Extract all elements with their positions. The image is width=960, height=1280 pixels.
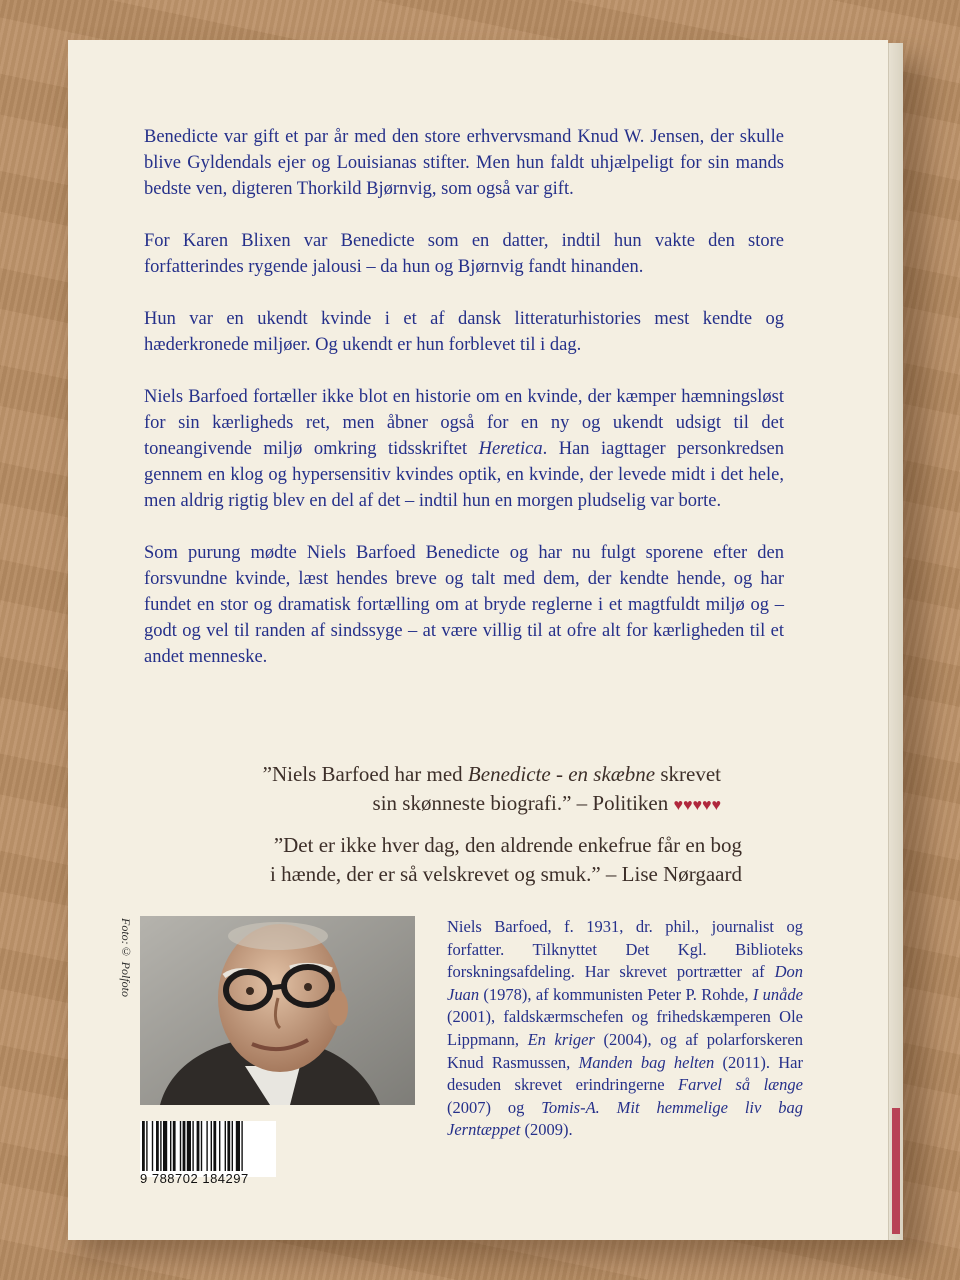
bio-title-farvel-sa-laenge: Farvel så længe — [678, 1075, 803, 1095]
bio-text-1: Niels Barfoed, f. 1931, dr. phil., journalist og forfatter. Tilknyttet Det Kgl. Biblioteks forskningsafdeling. Har skrevet portrætter af — [447, 917, 803, 982]
barcode-bar — [163, 1121, 167, 1171]
blurb-paragraph-4 — [144, 384, 784, 514]
bio-title-don-juan: Don Juan — [447, 962, 803, 1004]
author-bio — [447, 916, 803, 1142]
barcode-bar — [232, 1121, 233, 1171]
blurb-p4-start: Niels Barfoed fortæller ikke blot en historie om en kvinde, der kæmper hæmningsløst for sin kærligheds ret, men åbner også for en ny og ukendt udsigt til det toneangivende miljø omkring tidsskriftet — [144, 387, 784, 459]
quote-1-text-c: sin skønneste biografi.” – Politiken — [372, 791, 674, 815]
barcode-bar — [160, 1121, 161, 1171]
quote-2-line-1: ”Det er ikke hver dag, den aldrende enkefrue får en bog — [273, 833, 742, 857]
bio-text-5: (2011). Har desuden skrevet erindringerne — [447, 1052, 803, 1095]
bio-title-manden-bag-helten: Manden bag helten — [578, 1052, 715, 1072]
blurb-text — [144, 124, 784, 696]
barcode-bar — [170, 1121, 171, 1171]
bio-text-7: (2009). — [520, 1120, 573, 1140]
barcode-bar — [152, 1121, 153, 1171]
blurb-paragraph-2: For Karen Blixen var Benedicte som en datter, indtil hun vakte den store forfatterindes rygende jalousi – da hun og Bjørnvig fandt hinanden. — [144, 231, 784, 277]
bio-text-6: (2007) og — [447, 1097, 542, 1117]
book-page-edge — [888, 43, 903, 1240]
barcode-bar — [142, 1121, 145, 1171]
barcode-bar — [213, 1121, 216, 1171]
quote-1-line-2 — [176, 789, 721, 820]
barcode-bar — [187, 1121, 191, 1171]
barcode-bar — [146, 1121, 147, 1171]
blurb-paragraph-3: Hun var en ukendt kvinde i et af dansk litteraturhistories mest kendte og hæderkronede miljøer. Og ukendt er hun forblevet til i dag. — [144, 309, 784, 355]
bio-text-4: (2004), og af polarforskeren Knud Rasmussen, — [447, 1029, 803, 1072]
blurb-paragraph-5: Som purung mødte Niels Barfoed Benedicte og har nu fulgt sporene efter den forsvundne kvinde, læst hendes breve og talt med dem, der kendte hende, og har fundet en stor og dramatisk fortælling om at bryde reglerne i et magtfuldt miljø og – godt og vel til randen af sindssyge – at være villig til at ofre alt for kærligheden til et andet menneske. — [144, 543, 784, 667]
barcode-bar — [156, 1121, 159, 1171]
bio-title-en-kriger: En kriger — [527, 1029, 595, 1049]
barcode-number: 9 788702 184297 — [140, 1171, 249, 1186]
barcode-bar — [180, 1121, 181, 1171]
barcode-icon — [140, 1121, 276, 1177]
review-quote-lise-norgaard — [160, 831, 742, 889]
blurb-p4-end: . Han iagttager personkredsen gennem en klog og hypersensitiv kvindes optik, en kvinde, der levede midt i det hele, men aldrig rigtig blev en del af det – indtil hun en morgen pludselig var borte. — [144, 439, 784, 511]
barcode-bar — [183, 1121, 186, 1171]
barcode-bar — [192, 1121, 193, 1171]
bio-title-tomis-a: Tomis-A. Mit hemmelige liv bag Jerntæppet — [447, 1097, 803, 1140]
barcode-bar — [227, 1121, 230, 1171]
barcode-bar — [236, 1121, 240, 1171]
spine-red-mark — [892, 1108, 900, 1234]
heretica-title: Heretica — [478, 439, 543, 459]
barcode-bar — [197, 1121, 200, 1171]
quote-1-text-a: ”Niels Barfoed har med — [262, 762, 468, 786]
photo-credit: Foto:© Polfoto — [119, 918, 133, 997]
heart-rating-icon: ♥♥♥♥♥ — [673, 797, 721, 814]
bio-text-3: (2001), faldskærmschefen og frihedskæmperen Ole Lippmann, — [447, 1007, 803, 1049]
author-portrait-image — [140, 916, 415, 1105]
barcode-bar — [241, 1121, 242, 1171]
barcode-bar — [206, 1121, 207, 1171]
quote-1-text-b: skrevet — [655, 762, 721, 786]
barcode-bar — [225, 1121, 226, 1171]
barcode-bar — [211, 1121, 212, 1171]
quote-2-line-2: i hænde, der er så velskrevet og smuk.” – Lise Nørgaard — [270, 862, 742, 886]
author-portrait — [140, 916, 415, 1105]
quote-1-book-title: Benedicte - en skæbne — [467, 762, 656, 786]
bio-title-i-unade: I unåde — [752, 984, 803, 1004]
barcode-bar — [219, 1121, 220, 1171]
bio-text-2: (1978), af kommunisten Peter P. Rohde, — [479, 984, 753, 1004]
barcode-bar — [201, 1121, 202, 1171]
quote-1-line-1 — [176, 760, 721, 789]
blurb-paragraph-1: Benedicte var gift et par år med den store erhvervsmand Knud W. Jensen, der skulle blive Gyldendals ejer og Louisianas stifter. Men hun faldt uhjælpeligt for sin mands bedste ven, digteren Thorkild Bjørnvig, som også var gift. — [144, 127, 784, 199]
barcode-bar — [173, 1121, 176, 1171]
review-quote-politiken — [176, 760, 721, 820]
